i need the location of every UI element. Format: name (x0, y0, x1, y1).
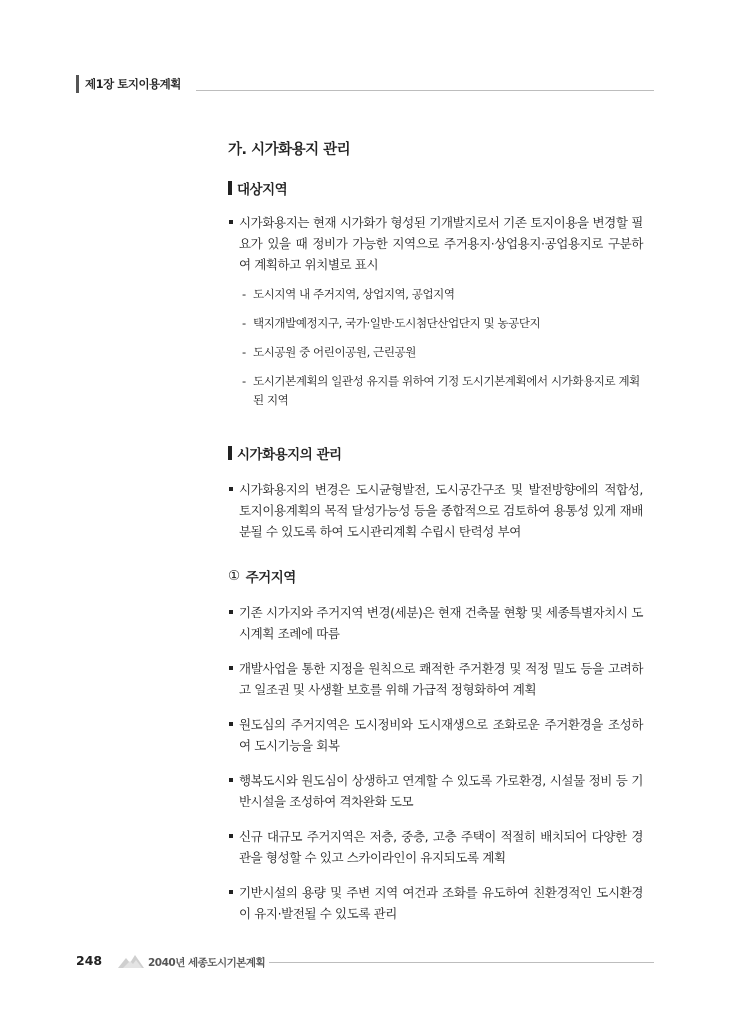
subheading-text: 시가화용지의 관리 (237, 447, 342, 463)
bullet-paragraph (228, 770, 643, 812)
bullet-square-icon (229, 487, 233, 491)
list-item-text: 도시지역 내 주거지역, 상업지역, 공업지역 (253, 287, 455, 301)
bullet-text: 기반시설의 용량 및 주변 지역 여건과 조화를 유도하여 친환경적인 도시환경이 유지·발전될 수 있도록 관리 (239, 885, 643, 921)
list-item-text: 도시공원 중 어린이공원, 근린공원 (253, 345, 416, 359)
bullet-square-icon (229, 666, 233, 670)
bullet-text: 행복도시와 원도심이 상생하고 연계할 수 있도록 가로환경, 시설물 정비 등 기반시설을 조성하여 격차완화 도모 (239, 773, 643, 809)
bullet-square-icon (229, 610, 233, 614)
chapter-title: 제1장 토지이용계획 (85, 77, 181, 91)
bullet-square-icon (229, 220, 233, 224)
book-title: 2040년 세종도시기본계획 (148, 957, 266, 969)
bullet-text: 신규 대규모 주거지역은 저층, 중층, 고층 주택이 적절히 배치되어 다양한 경관을 형성할 수 있고 스카이라인이 유지되도록 계획 (239, 829, 643, 865)
bullet-paragraph (228, 212, 643, 275)
bullet-text: 시가화용지는 현재 시가화가 형성된 기개발지로서 기존 토지이용을 변경할 필요가 있을 때 정비가 가능한 지역으로 주거용지·상업용지·공업용지로 구분하여 계획하고 위치별로 표시 (239, 215, 643, 272)
page-content (228, 138, 643, 924)
numbered-heading-text: 주거지역 (245, 570, 296, 586)
page-footer (76, 952, 654, 974)
subheading-target-area (228, 178, 643, 198)
bullet-paragraph (228, 602, 643, 644)
mountain-logo-icon (118, 954, 144, 968)
bullet-text: 개발사업을 통한 지정을 원칙으로 쾌적한 주거환경 및 적정 밀도 등을 고려하고 일조권 및 사생활 보호를 위해 가급적 정형화하여 계획 (239, 661, 643, 697)
bullet-text: 원도심의 주거지역은 도시정비와 도시재생으로 조화로운 주거환경을 조성하여 도시기능을 회복 (239, 717, 643, 753)
section-title: 가. 시가화용지 관리 (228, 142, 351, 158)
header-rule (196, 90, 654, 91)
bullet-text: 시가화용지의 변경은 도시균형발전, 도시공간구조 및 발전방향에의 적합성, 토지이용계획의 목적 달성가능성 등을 종합적으로 검토하여 용통성 있게 재배분될 수 있도록 하여 도시관리계획 수립시 탄력성 부여 (239, 482, 643, 539)
page-number: 248 (76, 953, 103, 968)
subheading-text: 대상지역 (237, 182, 288, 198)
bullet-paragraph (228, 826, 643, 868)
circled-number: ① (228, 568, 240, 584)
bullet-square-icon (229, 778, 233, 782)
list-item-text: 택지개발예정지구, 국가·일반·도시첨단산업단지 및 농공단지 (253, 316, 541, 330)
footer-rule (269, 962, 654, 963)
bullet-paragraph (228, 882, 643, 924)
list-item-text: 도시기본계획의 일관성 유지를 위하여 기정 도시기본계획에서 시가화용지로 계획된 지역 (253, 374, 640, 407)
target-area-section (228, 178, 643, 410)
header-accent-bar (76, 75, 79, 93)
residential-section (228, 566, 643, 924)
page-header (76, 75, 654, 95)
bullet-square-icon (229, 722, 233, 726)
bullet-square-icon (229, 834, 233, 838)
list-item: - 도시공원 중 어린이공원, 근린공원 (242, 345, 416, 359)
bullet-paragraph (228, 479, 643, 542)
square-marker-icon (228, 181, 232, 195)
management-section (228, 443, 643, 542)
bullet-paragraph (228, 658, 643, 700)
bullet-square-icon (229, 890, 233, 894)
list-item: - 택지개발예정지구, 국가·일반·도시첨단산업단지 및 농공단지 (242, 316, 541, 330)
subheading-management (228, 443, 643, 463)
dash-list (228, 285, 643, 410)
bullet-paragraph (228, 714, 643, 756)
numbered-heading-residential (228, 566, 643, 586)
list-item: - 도시기본계획의 일관성 유지를 위하여 기정 도시기본계획에서 시가화용지로 계획된 지역 (242, 374, 640, 407)
list-item: - 도시지역 내 주거지역, 상업지역, 공업지역 (242, 287, 455, 301)
bullet-text: 기존 시가지와 주거지역 변경(세분)은 현재 건축물 현황 및 세종특별자치시 도시계획 조례에 따름 (239, 605, 643, 641)
square-marker-icon (228, 446, 232, 460)
